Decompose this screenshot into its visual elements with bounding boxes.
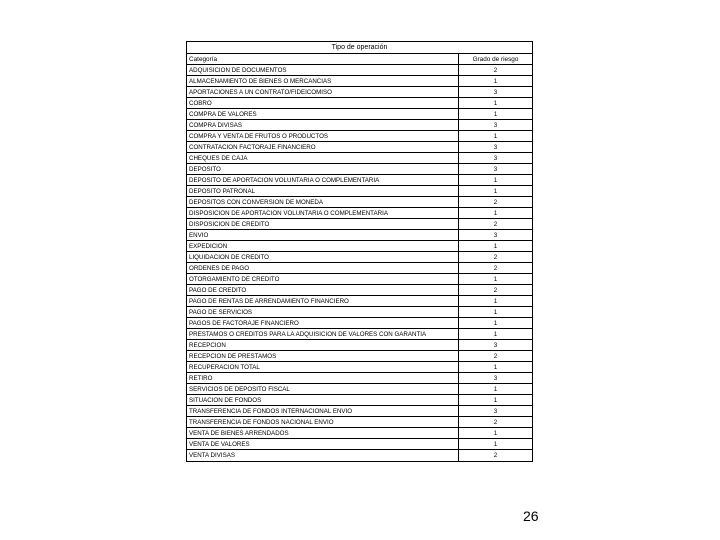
table-title: Tipo de operación	[187, 42, 532, 54]
table-row	[187, 109, 532, 120]
row-grade: 3	[493, 166, 498, 173]
row-grade: 2	[493, 353, 498, 360]
row-category: DEPOSITOS CON CONVERSION DE MONEDA	[187, 197, 459, 207]
row-category: ADQUISICION DE DOCUMENTOS	[187, 65, 459, 75]
table-row	[187, 164, 532, 175]
row-grade: 1	[493, 188, 498, 195]
row-category: VENTA DIVISAS	[187, 450, 459, 461]
table-row	[187, 296, 532, 307]
row-grade: 1	[493, 320, 498, 327]
table-row	[187, 285, 532, 296]
row-category: LIQUIDACION DE CREDITO	[187, 252, 459, 262]
row-grade: 3	[493, 122, 498, 129]
row-category: RECEPCION	[187, 340, 459, 350]
row-category: OTORGAMIENTO DE CREDITO	[187, 274, 459, 284]
table-header-row	[187, 54, 532, 65]
table-row	[187, 307, 532, 318]
row-grade: 2	[493, 199, 498, 206]
row-grade: 1	[493, 177, 498, 184]
table-row	[187, 351, 532, 362]
table-row	[187, 318, 532, 329]
row-grade: 3	[493, 144, 498, 151]
row-category: PAGO DE CREDITO	[187, 285, 459, 295]
row-grade: 2	[493, 419, 498, 426]
row-category: PAGO DE SERVICIOS	[187, 307, 459, 317]
table-body	[187, 65, 532, 461]
row-category: RETIRO	[187, 373, 459, 383]
table-row	[187, 120, 532, 131]
row-category: DISPOSICION DE CREDITO	[187, 219, 459, 229]
table-row	[187, 329, 532, 340]
table-row	[187, 263, 532, 274]
table-row	[187, 230, 532, 241]
table-row	[187, 252, 532, 263]
row-grade: 2	[493, 67, 498, 74]
row-category: ALMACENAMIENTO DE BIENES O MERCANCIAS	[187, 76, 459, 86]
row-category: DEPOSITO	[187, 164, 459, 174]
table-row	[187, 76, 532, 87]
row-grade: 1	[493, 210, 498, 217]
table-row	[187, 65, 532, 76]
risk-table	[186, 41, 533, 462]
row-grade: 1	[493, 298, 498, 305]
row-grade: 3	[493, 89, 498, 96]
row-category: APORTACIONES A UN CONTRATO/FIDEICOMISO	[187, 87, 459, 97]
row-grade: 1	[493, 276, 498, 283]
row-grade: 3	[493, 408, 498, 415]
table-row	[187, 384, 532, 395]
row-grade: 1	[493, 78, 498, 85]
table-row	[187, 142, 532, 153]
row-category: PAGO DE RENTAS DE ARRENDAMIENTO FINANCIERO	[187, 296, 459, 306]
row-category: RECUPERACION TOTAL	[187, 362, 459, 372]
row-category: COMPRA DE VALORES	[187, 109, 459, 119]
table-row	[187, 450, 532, 461]
table-row	[187, 153, 532, 164]
table-row	[187, 274, 532, 285]
row-grade: 2	[493, 287, 498, 294]
row-grade: 1	[493, 243, 498, 250]
table-row	[187, 362, 532, 373]
row-category: SITUACION DE FONDOS	[187, 395, 459, 405]
row-category: TRANSFERENCIA DE FONDOS NACIONAL ENVIO	[187, 417, 459, 427]
row-category: SERVICIOS DE DEPOSITO FISCAL	[187, 384, 459, 394]
row-category: PAGOS DE FACTORAJE FINANCIERO	[187, 318, 459, 328]
row-grade: 2	[493, 254, 498, 261]
table-row	[187, 417, 532, 428]
row-grade: 2	[493, 265, 498, 272]
table-row	[187, 131, 532, 142]
row-category: COMPRA Y VENTA DE FRUTOS O PRODUCTOS	[187, 131, 459, 141]
row-grade: 1	[493, 364, 498, 371]
row-grade: 1	[493, 100, 498, 107]
table-row	[187, 175, 532, 186]
row-category: VENTA DE BIENES ARRENDADOS	[187, 428, 459, 438]
table-row	[187, 186, 532, 197]
row-category: ENVIO	[187, 230, 459, 240]
row-category: EXPEDICION	[187, 241, 459, 251]
row-category: CONTRATACION FACTORAJE FINANCIERO	[187, 142, 459, 152]
row-grade: 3	[493, 232, 498, 239]
row-category: DEPOSITO DE APORTACION VOLUNTARIA O COMPLEMENTARIA	[187, 175, 459, 185]
row-category: RECEPCION DE PRESTAMOS	[187, 351, 459, 361]
row-grade: 1	[493, 441, 498, 448]
table-row	[187, 197, 532, 208]
row-category: DISPOSICION DE APORTACION VOLUNTARIA O COMPLEMENTARIA	[187, 208, 459, 218]
table-row	[187, 373, 532, 384]
header-category: Categoría	[187, 54, 459, 64]
page-number: 26	[523, 508, 539, 524]
row-grade: 1	[493, 111, 498, 118]
row-category: ORDENES DE PAGO	[187, 263, 459, 273]
row-category: DEPOSITO PATRONAL	[187, 186, 459, 196]
table-row	[187, 340, 532, 351]
row-category: PRESTAMOS O CREDITOS PARA LA ADQUISICION DE VALORES CON GARANTIA	[187, 329, 459, 339]
row-grade: 2	[493, 221, 498, 228]
row-grade: 1	[493, 386, 498, 393]
table-row	[187, 241, 532, 252]
table-row	[187, 395, 532, 406]
table-row	[187, 87, 532, 98]
row-grade: 1	[493, 133, 498, 140]
row-category: CHEQUES DE CAJA	[187, 153, 459, 163]
row-category: VENTA DE VALORES	[187, 439, 459, 449]
row-category: COMPRA DIVISAS	[187, 120, 459, 130]
table-row	[187, 439, 532, 450]
table-row	[187, 406, 532, 417]
row-category: COBRO	[187, 98, 459, 108]
table-row	[187, 98, 532, 109]
row-grade: 1	[493, 331, 498, 338]
row-grade: 1	[493, 430, 498, 437]
row-category: TRANSFERENCIA DE FONDOS INTERNACIONAL ENVIO	[187, 406, 459, 416]
table-row	[187, 428, 532, 439]
row-grade: 1	[493, 397, 498, 404]
row-grade: 3	[493, 375, 498, 382]
row-grade: 1	[493, 309, 498, 316]
table-row	[187, 208, 532, 219]
row-grade: 3	[493, 342, 498, 349]
header-grade: Grado de riesgo	[472, 56, 519, 63]
table-row	[187, 219, 532, 230]
row-grade: 3	[493, 155, 498, 162]
row-grade: 2	[493, 452, 498, 459]
